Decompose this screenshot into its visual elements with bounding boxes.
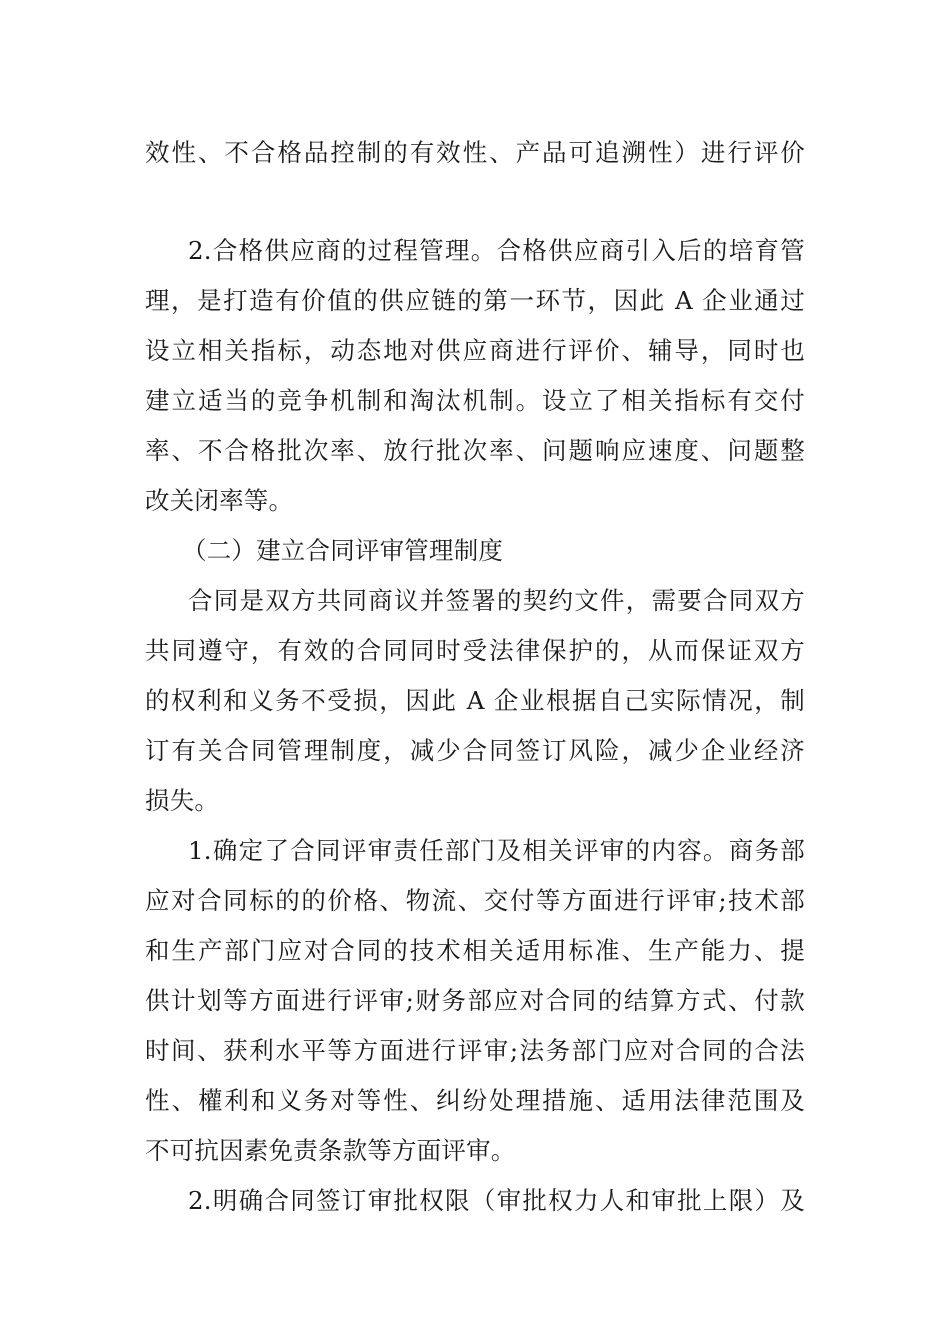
paragraph-line: 应对合同标的的价格、物流、交付等方面进行评审;技术部	[145, 886, 805, 915]
paragraph-line: 2.明确合同签订审批权限（审批权力人和审批上限）及	[188, 1186, 805, 1215]
paragraph-line: 率、不合格批次率、放行批次率、问题响应速度、问题整	[145, 436, 805, 465]
paragraph-line: 合同是双方共同商议并签署的契约文件，需要合同双方	[188, 586, 805, 615]
paragraph-line: 订有关合同管理制度，减少合同签订风险，减少企业经济	[145, 736, 805, 765]
paragraph-line: 的权利和义务不受损，因此 A 企业根据自己实际情况，制	[145, 686, 805, 715]
paragraph-line: 共同遵守，有效的合同同时受法律保护的，从而保证双方	[145, 636, 805, 665]
paragraph-line: 和生产部门应对合同的技术相关适用标准、生产能力、提	[145, 936, 805, 965]
paragraph-line: 不可抗因素免责条款等方面评审。	[145, 1136, 516, 1165]
paragraph-line: 建立适当的竞争机制和淘汰机制。设立了相关指标有交付	[145, 386, 805, 415]
paragraph-line: 1.确定了合同评审责任部门及相关评审的内容。商务部	[188, 836, 805, 865]
paragraph-line: 理，是打造有价值的供应链的第一环节，因此 A 企业通过	[145, 286, 805, 315]
paragraph-line: 损失。	[145, 786, 220, 815]
paragraph-line: 2.合格供应商的过程管理。合格供应商引入后的培育管	[188, 236, 805, 265]
paragraph-line: 效性、不合格品控制的有效性、产品可追溯性）进行评价	[145, 138, 805, 167]
paragraph-line: 时间、获利水平等方面进行评审;法务部门应对合同的合法	[145, 1036, 805, 1065]
paragraph-line: 改关闭率等。	[145, 486, 294, 515]
paragraph-line: 供计划等方面进行评审;财务部应对合同的结算方式、付款	[145, 986, 805, 1015]
paragraph-line: 性、權利和义务对等性、纠纷处理措施、适用法律范围及	[145, 1086, 805, 1115]
paragraph-line: 设立相关指标，动态地对供应商进行评价、辅导，同时也	[145, 336, 805, 365]
section-heading: （二）建立合同评审管理制度	[182, 536, 504, 565]
